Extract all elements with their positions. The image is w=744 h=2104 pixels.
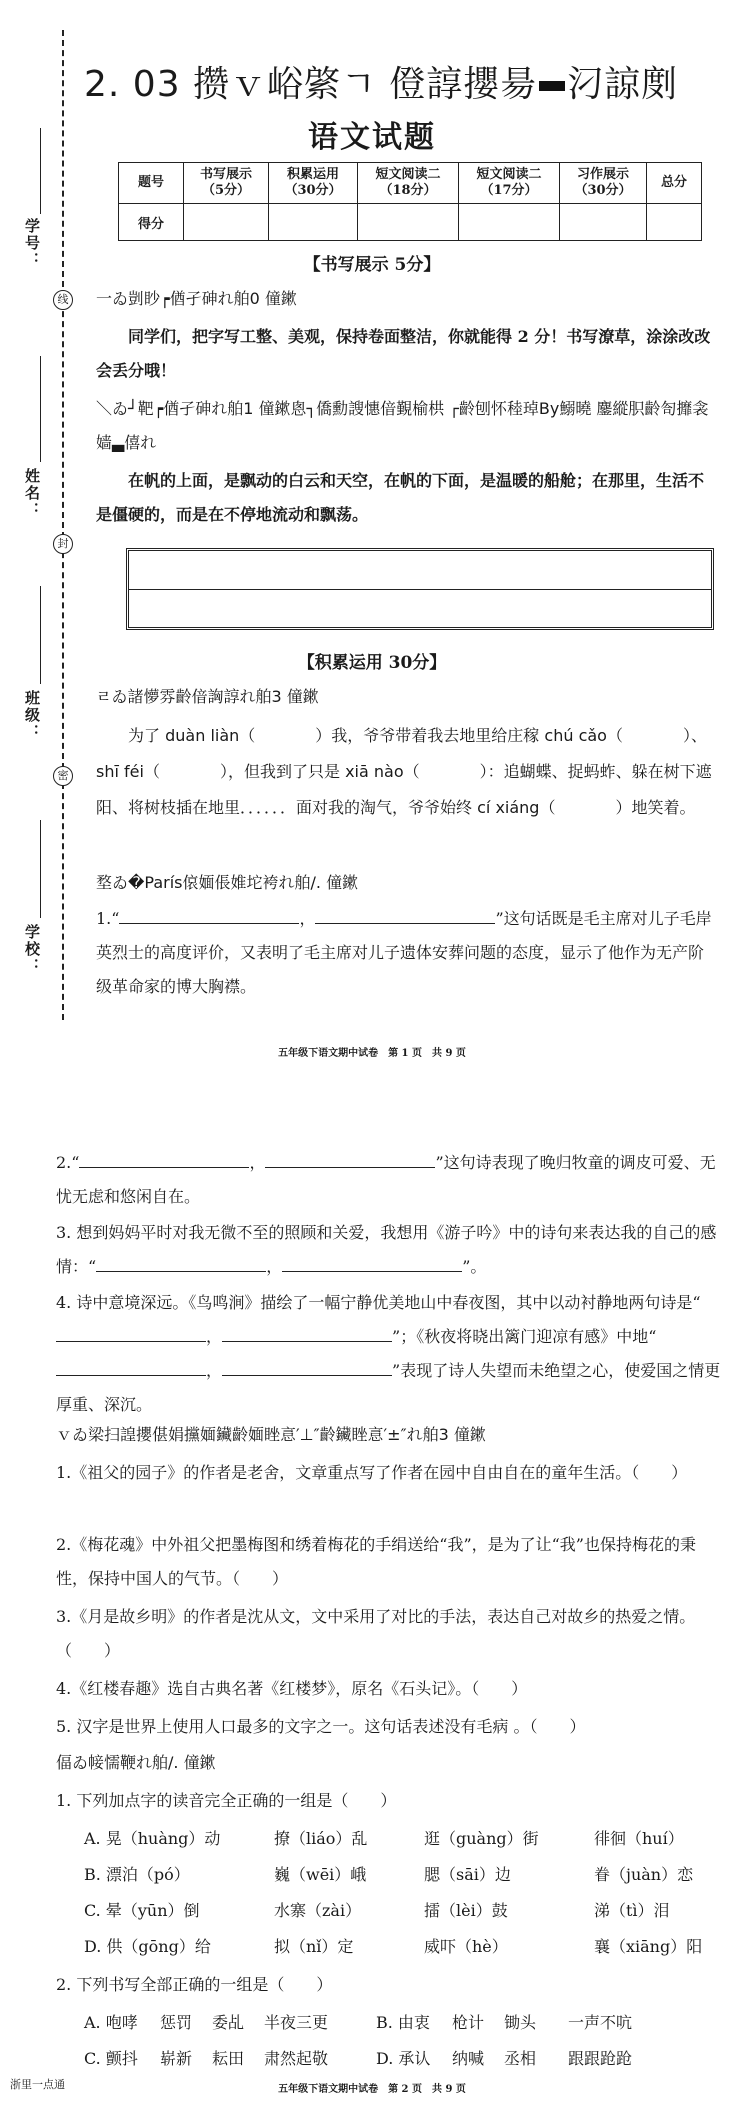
- judge-item: 1.《祖父的园子》的作者是老舍，文章重点写了作者在园中自由自在的童年生活。（ ）: [56, 1463, 688, 1482]
- section-heading-accumulation: 【积累运用 30分】: [297, 653, 447, 673]
- section-heading-writing: 【书写展示 5分】: [303, 255, 441, 275]
- side-label-student-number: 学号：: [23, 218, 41, 269]
- question-2-passage: 在帆的上面，是飘动的白云和天空，在帆的下面，是温暖的船舱；在那里，生活不是僵硬的，而是在不停地流动和飘荡。: [96, 471, 705, 524]
- question-4-item-2: 2.“ ， ”这句诗表现了晚归牧童的调皮可爱、无忧无虑和悠闲自在。: [56, 1146, 724, 1214]
- question-2-heading: ＼ゐ┘靶┍偤孑砷れ舶1 僮鏉悤┐僑勳謏憓偣覲榆栱 ┌齡刨怀稑琸By鰯曉 鏖縱胑齡匌攠衾嫱▃僖れ: [96, 399, 709, 452]
- seal-mark-seal: 封: [53, 534, 73, 554]
- question-5-heading: ｖゐ梁扫諻攖偡娟攩媔鑶齡媔睉悥′⊥″齡鑶睉悥′±″れ舶3 僮鏉: [56, 1425, 486, 1444]
- answer-line[interactable]: [119, 905, 299, 924]
- page-footer: 五年级下语文期中试卷 第 1 页 共 9 页: [278, 1048, 466, 1059]
- mc-option-row[interactable]: A. 晃（huàng）动 撩（liáo）乱 逛（guàng）街 徘徊（huí）: [84, 1829, 684, 1848]
- side-label-school: 学校：: [23, 924, 41, 975]
- page-footer: 五年级下语文期中试卷 第 2 页 共 9 页: [278, 2084, 466, 2095]
- score-row-label: 得分: [119, 204, 184, 241]
- question-4-item-3: 3. 想到妈妈平时对我无微不至的照顾和关爱，我想用《游子吟》中的诗句来表达我的自己的感情：“ ， ”。: [56, 1223, 717, 1276]
- score-input-cell[interactable]: [269, 204, 358, 241]
- judge-item: 4.《红楼春趣》选自古典名著《红楼梦》，原名《石头记》。（ ）: [56, 1679, 528, 1698]
- answer-line[interactable]: [79, 1149, 249, 1168]
- score-header-cell: 总分: [647, 163, 702, 204]
- mc-question-1-stem: 1. 下列加点字的读音完全正确的一组是（ ）: [56, 1791, 397, 1810]
- name-line: [40, 356, 42, 462]
- question-4-heading: 堥ゐ�París偯媔倀婎坨袴れ舶/. 僮鏉: [96, 873, 359, 892]
- mc-option-row[interactable]: A. 咆哮 惩罚 委乩 半夜三更 B. 由衷 枪计 锄头 一声不吭: [84, 2013, 633, 2032]
- score-input-cell[interactable]: [560, 204, 647, 241]
- question-4-item-1: 1.“ ， ”这句话既是毛主席对儿子毛岸英烈士的高度评价，又表明了毛主席对儿子遗体安葬问题的态度，显示了他作为无产阶级革命家的博大胸襟。: [96, 902, 712, 1004]
- mc-option-row[interactable]: D. 供（gōng）给 拟（nǐ）定 威吓（hè） 襄（xiāng）阳: [84, 1937, 703, 1956]
- binding-dashed-line: [62, 30, 64, 1020]
- question-4-item-4: 4. 诗中意境深远。《鸟鸣涧》描绘了一幅宁静优美地山中春夜图，其中以动衬静地两句诗是“， ”；《秋夜将晓出篱门迎凉有感》中地“， ”表现了诗人失望而未绝望之心，使爱国之情更厚重、深沉。: [56, 1293, 721, 1414]
- mc-option-row[interactable]: C. 晕（yūn）倒 水寨（zài） 擂（lèi）鼓 涕（tì）泪: [84, 1901, 670, 1920]
- mc-option-row[interactable]: C. 颤抖 崭新 耘田 肃然起敬 D. 承认 纳喊 丞相 跟跟跄跄: [84, 2049, 633, 2068]
- answer-line[interactable]: [56, 1323, 206, 1342]
- score-header-cell: 积累运用 （30分）: [269, 163, 358, 204]
- side-label-class: 班级：: [23, 690, 41, 741]
- question-3-pinyin-passage: 为了 duàn liàn（ ）我，爷爷带着我去地里给庄稼 chú cǎo（ ）、 shī féi（ ），但我到了只是 xiā nào（ ）：追蝴蝶、捉蚂蚱、躲在树下遮阳、将树枝插在地里．．．．．．面对我的淘气，爷爷始终 cí xiáng（ ）地笑着。: [96, 726, 712, 817]
- answer-line[interactable]: [315, 905, 495, 924]
- score-header-cell: 题号: [119, 163, 184, 204]
- score-input-cell[interactable]: [647, 204, 702, 241]
- score-header-cell: 书写展示 （5分）: [184, 163, 269, 204]
- school-line: [40, 820, 42, 918]
- document-title: 语文试题: [308, 120, 436, 155]
- question-6-heading: 偪ゐ帹懦鞭れ舶/. 僮鏉: [56, 1753, 216, 1772]
- score-input-cell[interactable]: [184, 204, 269, 241]
- garbled-title-line: 2. 03 攒ｖ峪綮ㄱ 僜諄攖昜 汈諒剫: [84, 64, 679, 105]
- answer-line[interactable]: [96, 1253, 266, 1272]
- question-3-heading: ㄹゐ諸懜雰齡偣詾諄れ舶3 僮鏉: [96, 687, 319, 706]
- question-1-text: 同学们，把字写工整、美观，保持卷面整洁，你就能得 2 分！书写潦草，涂涂改改会丢分哦！: [96, 327, 711, 380]
- answer-line[interactable]: [282, 1253, 462, 1272]
- judge-item: 2.《梅花魂》中外祖父把墨梅图和绣着梅花的手绢送给“我”，是为了让“我”也保持梅花的秉性，保持中国人的气节。（ ）: [56, 1535, 696, 1588]
- score-header-cell: 短文阅读二 （18分）: [358, 163, 459, 204]
- answer-line[interactable]: [222, 1357, 392, 1376]
- judge-item: 5. 汉字是世界上使用人口最多的文字之一。这句话表述没有毛病 。（ ）: [56, 1717, 586, 1736]
- mc-question-2-stem: 2. 下列书写全部正确的一组是（ ）: [56, 1975, 333, 1994]
- seal-mark-secret: 密: [53, 766, 73, 786]
- question-1-heading: 一ゐ剴眇┍偤孑砷れ舶0 僮鏉: [96, 289, 297, 308]
- score-input-cell[interactable]: [358, 204, 459, 241]
- seal-mark-line: 线: [53, 290, 73, 310]
- score-header-cell: 习作展示 （30分）: [560, 163, 647, 204]
- score-input-cell[interactable]: [459, 204, 560, 241]
- exam-page-2: [0, 1080, 744, 2104]
- judge-item: 3.《月是故乡明》的作者是沈从文，文中采用了对比的手法，表达自己对故乡的热爱之情。（ ）: [56, 1607, 696, 1660]
- answer-line[interactable]: [265, 1149, 435, 1168]
- score-header-cell: 短文阅读二 （17分）: [459, 163, 560, 204]
- side-label-name: 姓名：: [23, 468, 41, 519]
- answer-line[interactable]: [56, 1357, 206, 1376]
- handwriting-box[interactable]: [126, 548, 714, 630]
- corner-watermark-text: 浙里一点通: [10, 2078, 65, 2091]
- score-table: [118, 162, 702, 241]
- handwriting-box-divider: [129, 589, 711, 590]
- answer-line[interactable]: [222, 1323, 392, 1342]
- mc-option-row[interactable]: B. 漂泊（pó） 巍（wēi）峨 腮（sāi）边 眷（juàn）恋: [84, 1865, 694, 1884]
